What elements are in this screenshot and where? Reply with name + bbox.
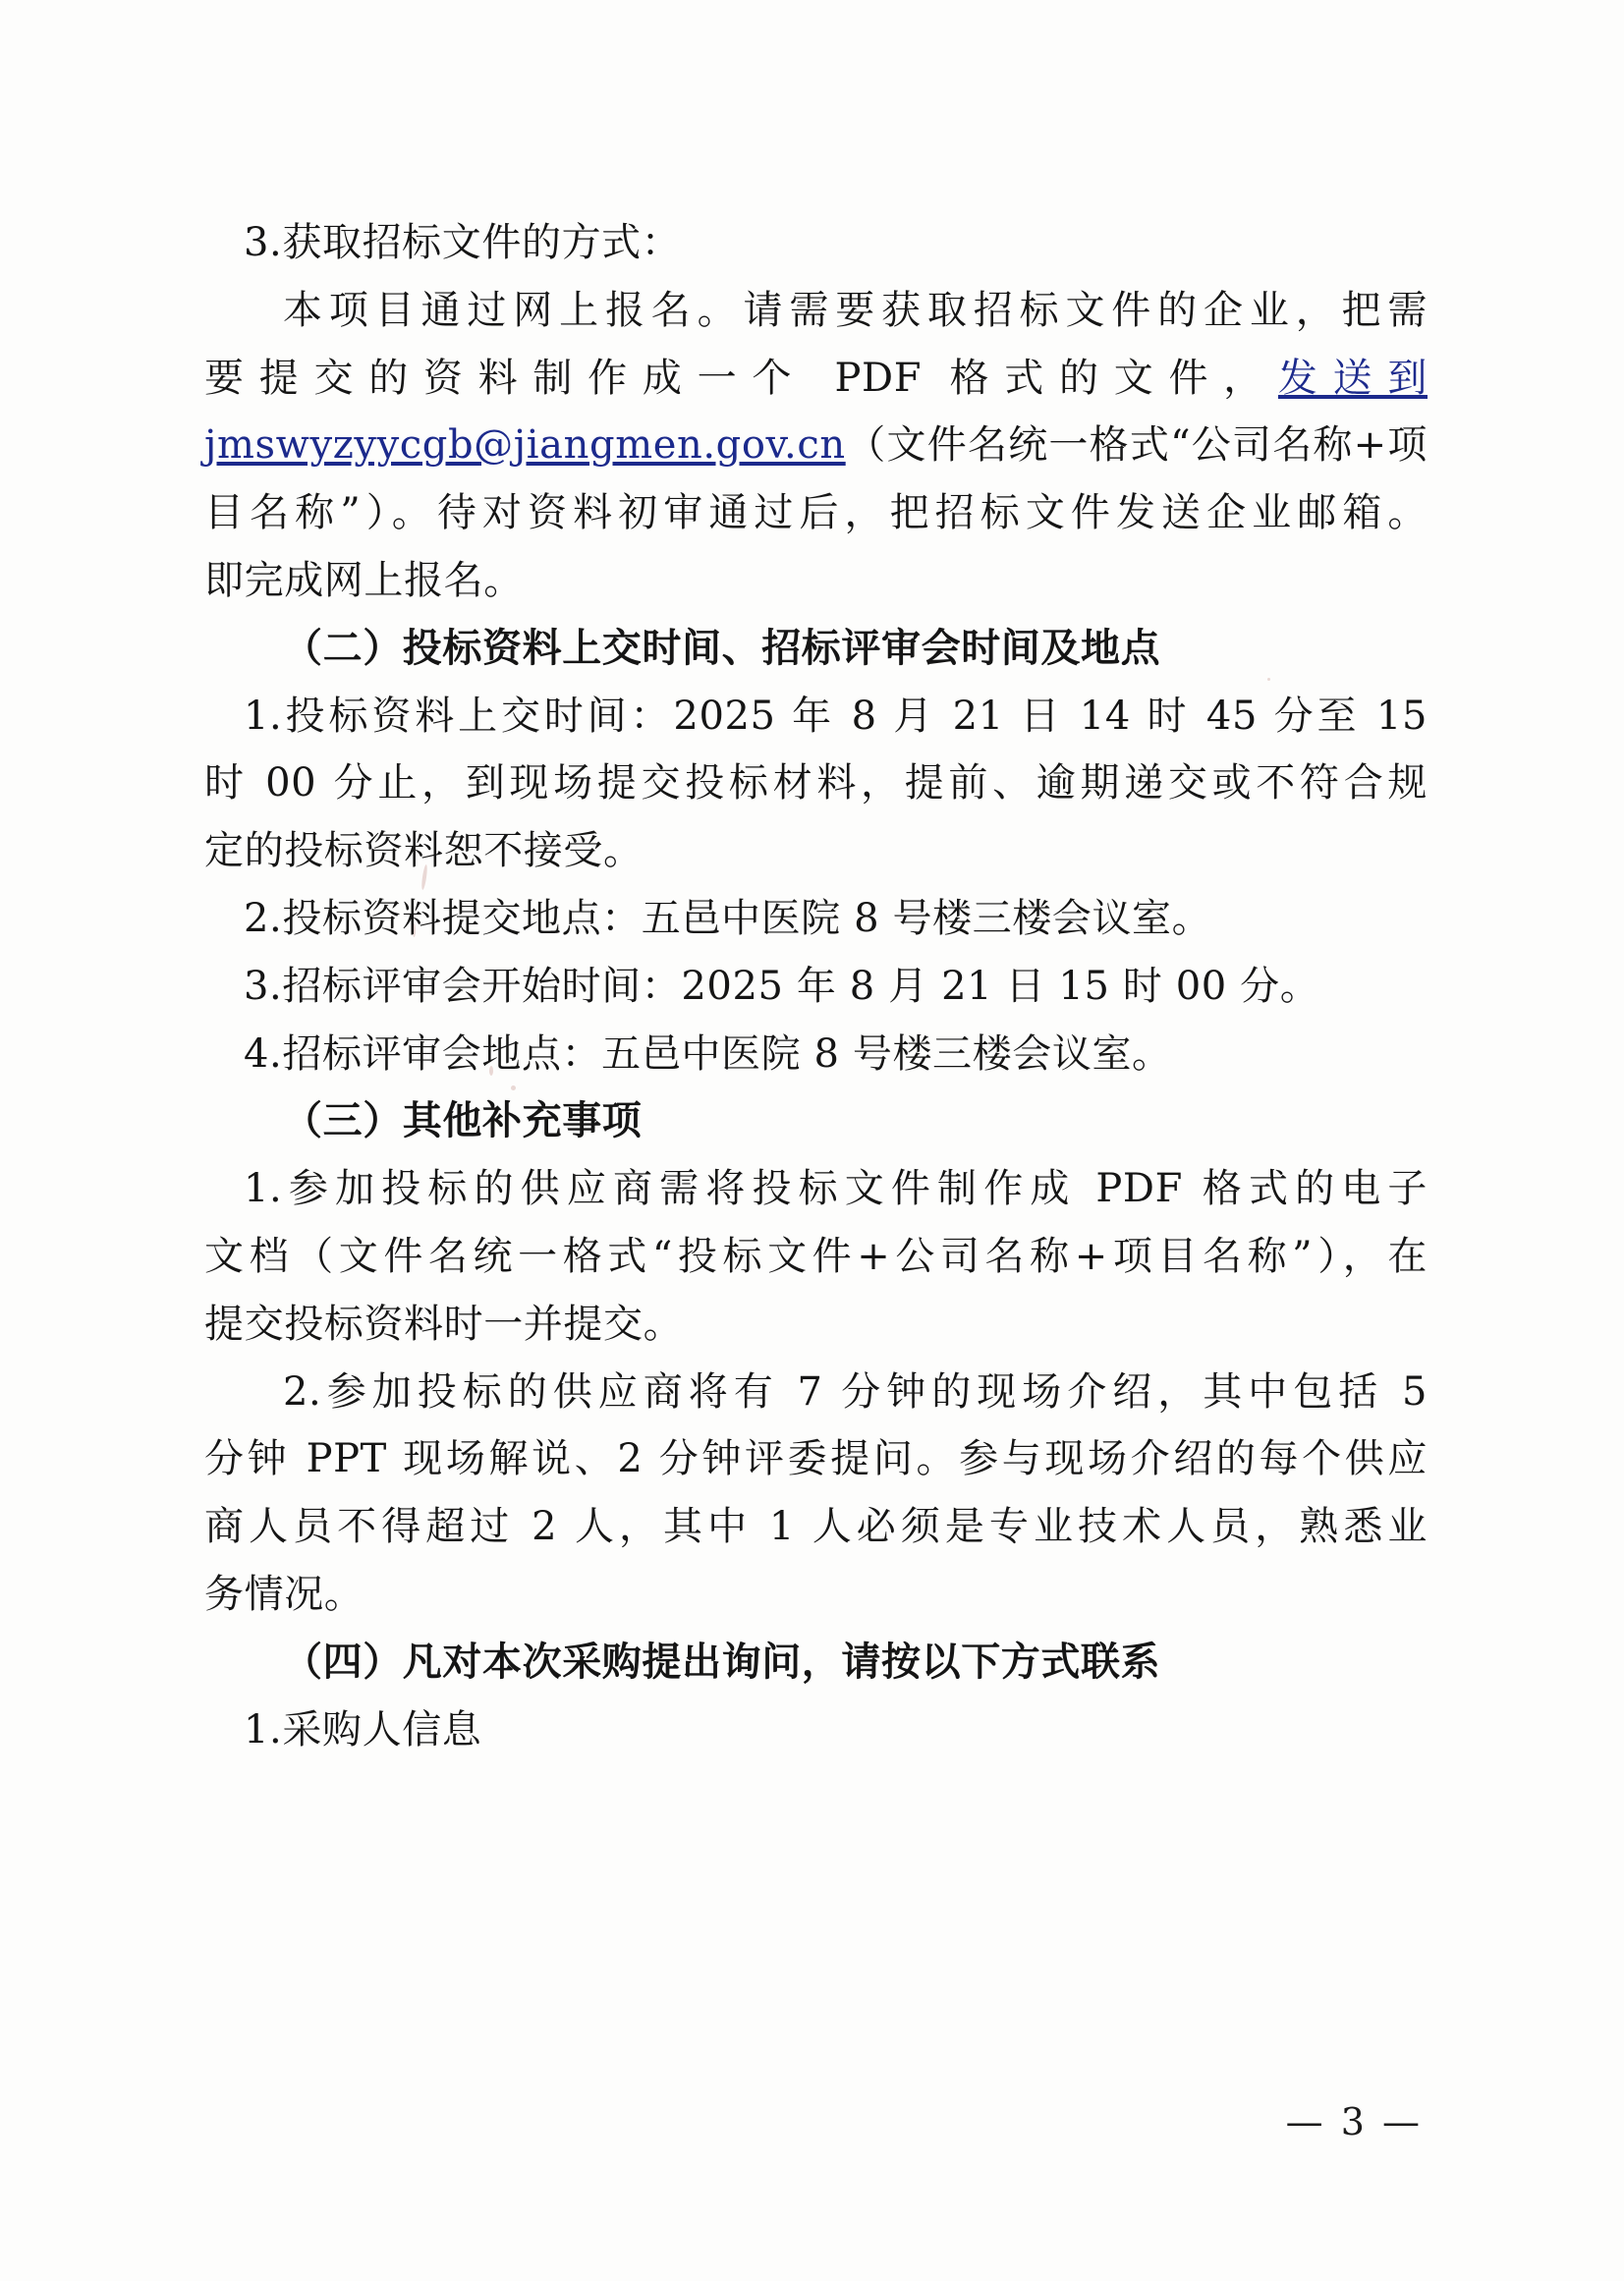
line2-text: 要提交的资料制作成一个 PDF 格式的文件，: [204, 355, 1278, 401]
email-link-part1[interactable]: 发送到: [1277, 355, 1428, 401]
paragraph-online-registration-line4: 目名称”）。待对资料初审通过后，把招标文件发送企业邮箱。: [204, 490, 1428, 536]
paragraph-submit-time-line2: 时 00 分止，到现场提交投标材料，提前、逾期递交或不符合规: [204, 760, 1428, 807]
paragraph-purchaser-info: 1.采购人信息: [244, 1706, 482, 1752]
paragraph-online-registration-line3: [204, 414, 1428, 477]
paragraph-online-registration-line5: 即完成网上报名。: [204, 557, 524, 603]
paragraph-online-registration-line2: [204, 347, 1428, 411]
document-body: [204, 211, 1428, 1765]
paragraph-submit-location: 2.投标资料提交地点：五邑中医院 8 号楼三楼会议室。: [244, 895, 1212, 941]
paragraph-submit-time-line1: 1.投标资料上交时间：2025 年 8 月 21 日 14 时 45 分至 15: [244, 693, 1428, 739]
paragraph-pdf-requirement-line2: 文档（文件名统一格式“投标文件+公司名称+项目名称”），在: [204, 1233, 1428, 1279]
heading-section-two: （二）投标资料上交时间、招标评审会时间及地点: [283, 624, 1161, 671]
paragraph-presentation-line4: 务情况。: [204, 1571, 364, 1617]
heading-section-three: （三）其他补充事项: [283, 1097, 643, 1144]
page-number: — 3 —: [1285, 2100, 1423, 2143]
paragraph-pdf-requirement-line3: 提交投标资料时一并提交。: [204, 1301, 684, 1347]
paragraph-method-heading: 3.获取招标文件的方式：: [244, 220, 682, 265]
paragraph-review-location: 4.招标评审会地点：五邑中医院 8 号楼三楼会议室。: [244, 1030, 1172, 1077]
heading-section-four: （四）凡对本次采购提出询问，请按以下方式联系: [283, 1638, 1161, 1685]
paragraph-pdf-requirement-line1: 1.参加投标的供应商需将投标文件制作成 PDF 格式的电子: [244, 1166, 1428, 1212]
paragraph-online-registration-line1: 本项目通过网上报名。请需要获取招标文件的企业，把需: [283, 287, 1428, 333]
paragraph-presentation-line3: 商人员不得超过 2 人，其中 1 人必须是专业技术人员，熟悉业: [204, 1504, 1428, 1550]
email-link-address[interactable]: jmswyzyycgb@jiangmen.gov.cn: [204, 422, 846, 469]
paragraph-review-start-time: 3.招标评审会开始时间：2025 年 8 月 21 日 15 时 00 分。: [244, 963, 1320, 1009]
paragraph-presentation-line2: 分钟 PPT 现场解说、2 分钟评委提问。参与现场介绍的每个供应: [204, 1436, 1428, 1482]
line3-text: （文件名统一格式“公司名称+项: [845, 422, 1428, 469]
paragraph-presentation-line1: 2.参加投标的供应商将有 7 分钟的现场介绍，其中包括 5: [283, 1368, 1428, 1415]
paragraph-submit-time-line3: 定的投标资料恕不接受。: [204, 828, 644, 874]
